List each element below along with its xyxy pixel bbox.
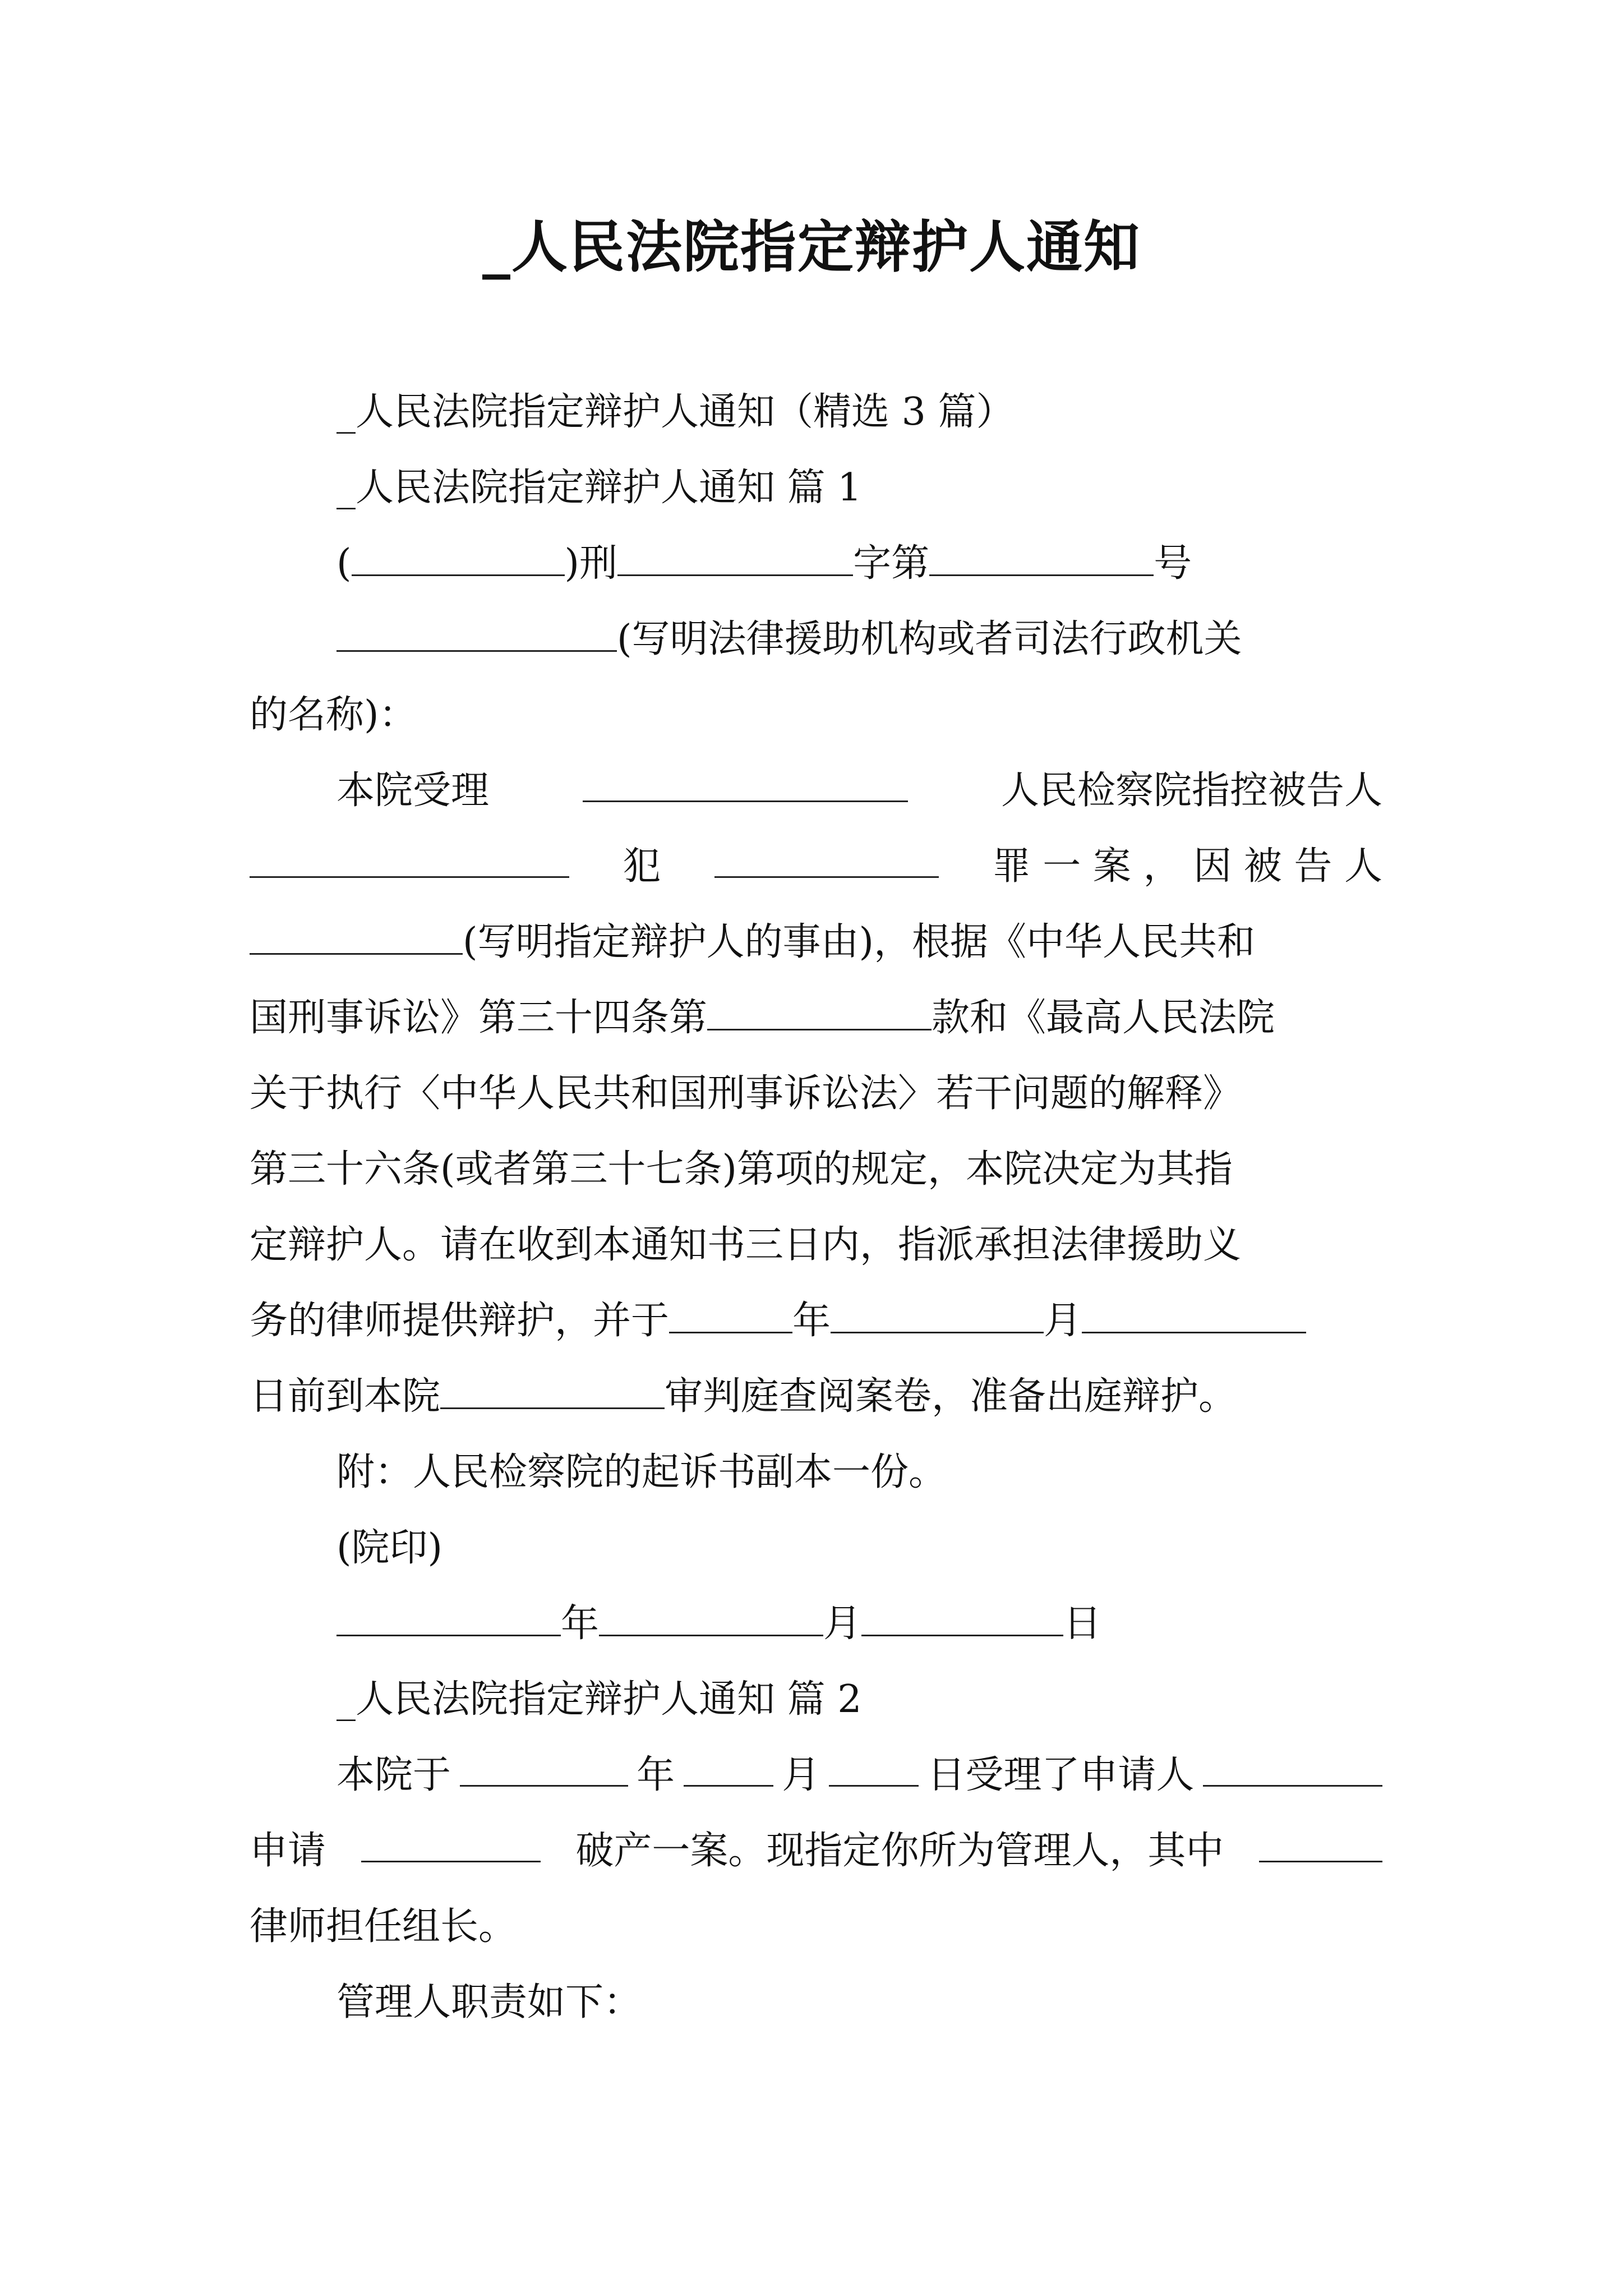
body-text: 犯 — [623, 844, 661, 889]
year-label: 年 — [792, 1299, 831, 1343]
document-subtitle: _人民法院指定辩护人通知（精选 3 篇） — [336, 390, 1015, 434]
case-number-hao: 号 — [1154, 541, 1192, 586]
body-text: 务的律师提供辩护，并于 — [250, 1299, 670, 1343]
year-label: 年 — [637, 1753, 675, 1797]
body-text: 人民检察院指控被告人 — [1000, 769, 1382, 813]
body-text: 日前到本院 — [250, 1374, 441, 1419]
blank-field — [440, 1373, 665, 1409]
blank-field — [669, 1297, 792, 1333]
blank-field — [929, 540, 1154, 576]
body-line-1 — [336, 766, 1382, 816]
document-title: _人民法院指定辩护人通知 — [482, 214, 1141, 280]
addressee-note: (写明法律援助机构或者司法行政机关 — [617, 617, 1242, 661]
blank-field — [250, 918, 463, 955]
body-line-4 — [250, 993, 1382, 1043]
body-text: 款和《最高人民法院 — [932, 996, 1275, 1040]
body-line-3 — [250, 917, 1382, 968]
blank-field — [684, 1750, 773, 1787]
body-text: 国刑事诉讼》第三十四条第 — [250, 996, 708, 1040]
addressee-line — [336, 614, 1382, 665]
body-text: 罪 一 案 ， 因 被 告 人 — [992, 844, 1382, 889]
body-text: 审判庭查阅案卷，准备出庭辩护。 — [665, 1374, 1237, 1419]
month-label: 月 — [782, 1753, 820, 1797]
blank-field — [707, 994, 932, 1030]
part2-line-3: 律师担任组长。 — [250, 1904, 517, 1949]
duties-heading: 管理人职责如下： — [336, 1980, 642, 2024]
blank-field — [352, 540, 565, 576]
blank-field — [599, 1600, 823, 1636]
part2-heading: _人民法院指定辩护人通知 篇 2 — [336, 1677, 862, 1722]
body-line-9 — [250, 1372, 1382, 1422]
month-label: 月 — [823, 1602, 862, 1646]
body-line-5: 关于执行〈中华人民共和国刑事诉讼法〉若干问题的解释》 — [250, 1071, 1242, 1116]
case-number-open: ( — [336, 541, 352, 586]
body-line-2 — [250, 841, 1382, 892]
case-number-line — [336, 539, 1382, 589]
blank-field — [861, 1600, 1063, 1636]
blank-field — [1259, 1826, 1382, 1862]
blank-field — [1203, 1750, 1382, 1787]
body-line-6: 第三十六条(或者第三十七条)第项的规定，本院决定为其指 — [250, 1147, 1233, 1191]
blank-field — [336, 615, 617, 652]
year-label: 年 — [561, 1602, 600, 1646]
addressee-end: 的名称)： — [250, 693, 417, 737]
body-text: 本院受理 — [336, 769, 490, 813]
body-text: 申请 — [250, 1829, 326, 1873]
part2-line-1 — [336, 1750, 1382, 1801]
blank-field — [583, 766, 908, 802]
body-line-7: 定辩护人。请在收到本通知书三日内，指派承担法律援助义 — [250, 1223, 1242, 1267]
blank-field — [361, 1826, 541, 1862]
part2-line-2 — [250, 1826, 1382, 1876]
attachment-line: 附：人民检察院的起诉书副本一份。 — [336, 1450, 947, 1494]
blank-field — [617, 540, 853, 576]
blank-field — [714, 841, 939, 878]
blank-field — [831, 1297, 1044, 1333]
part1-heading: _人民法院指定辩护人通知 篇 1 — [336, 466, 862, 510]
blank-field — [250, 841, 569, 878]
blank-field — [336, 1600, 561, 1636]
month-label: 月 — [1044, 1299, 1082, 1343]
body-text: 破产一案。现指定你所为管理人，其中 — [575, 1829, 1224, 1873]
blank-field — [1082, 1297, 1306, 1333]
case-number-close: )刑 — [564, 541, 618, 586]
day-label: 日 — [1063, 1602, 1102, 1646]
blank-field — [460, 1750, 628, 1787]
blank-field — [829, 1750, 919, 1787]
case-number-zi: 字第 — [853, 541, 930, 586]
body-text: (写明指定辩护人的事由)，根据《中华人民共和 — [463, 920, 1256, 964]
date-line — [336, 1599, 1382, 1649]
body-text: 本院于 — [336, 1753, 451, 1797]
court-seal: (院印) — [336, 1526, 443, 1570]
body-line-8 — [250, 1296, 1382, 1346]
body-text: 日受理了申请人 — [927, 1753, 1195, 1797]
